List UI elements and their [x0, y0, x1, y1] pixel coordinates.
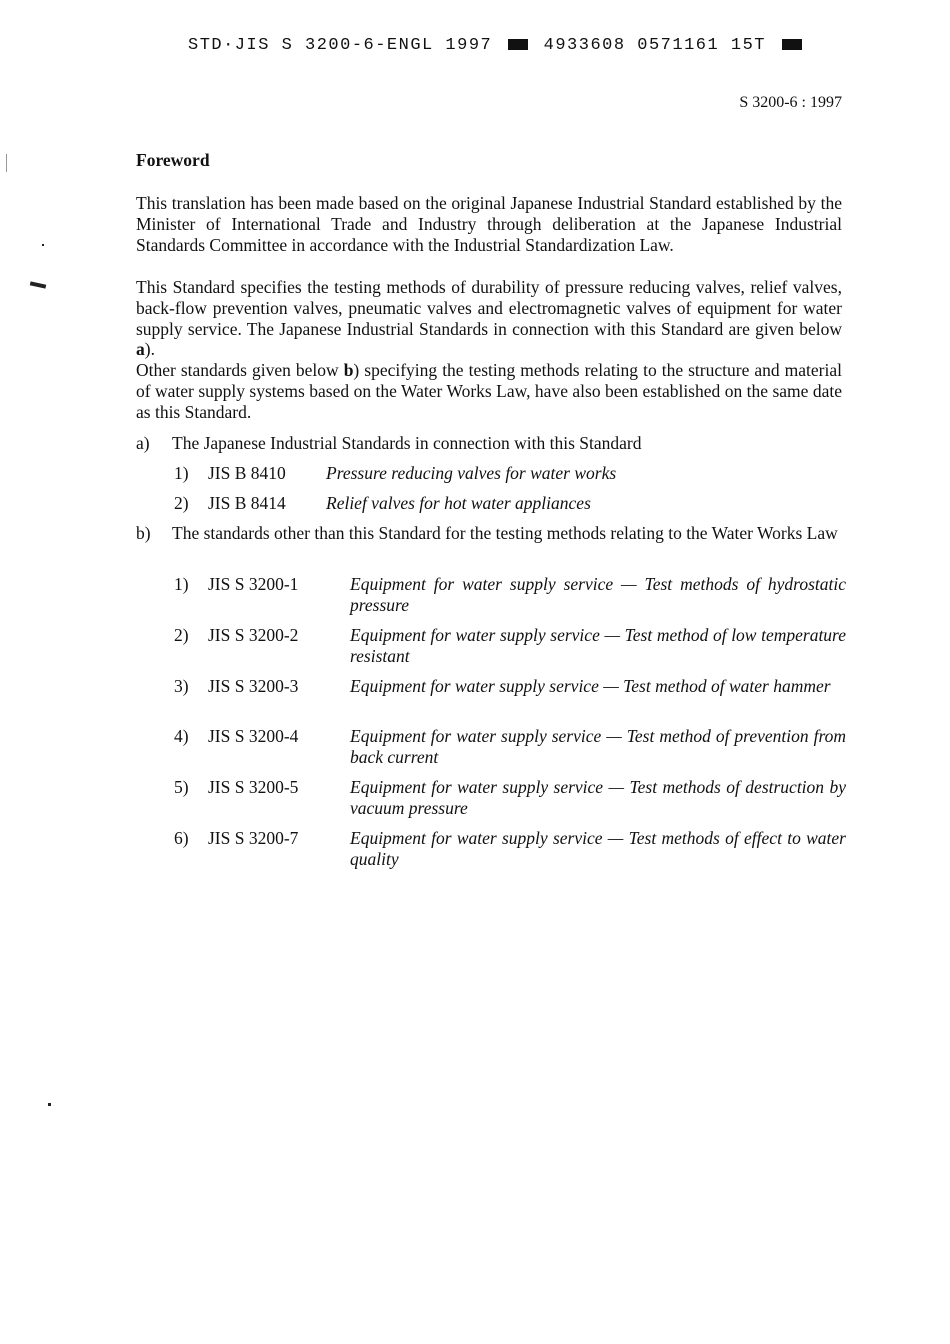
paragraph-2: [136, 277, 842, 360]
list-text: The standards other than this Standard for the testing methods relating to the Water Works Law: [172, 523, 838, 543]
item-title: Relief valves for hot water appliances: [326, 493, 591, 513]
item-number: 2): [174, 625, 189, 645]
paragraph-3: [136, 360, 842, 422]
list-text: The Japanese Industrial Standards in connection with this Standard: [172, 433, 642, 453]
item-title: Equipment for water supply service — Test methods of destruction by vacuum pressure: [350, 777, 846, 818]
item-title: Equipment for water supply service — Test methods of effect to water quality: [350, 828, 846, 869]
item-number: 6): [174, 828, 189, 848]
item-code: JIS S 3200-2: [208, 625, 299, 645]
item-code: JIS S 3200-7: [208, 828, 299, 848]
paragraph-2-text: This Standard specifies the testing methods of durability of pressure reducing valves, relief valves, back-flow prevention valves, pneumatic valves and electromagnetic valves of equipment for water supply service. The Japanese Industrial Standards in connection with this Standard are given below: [136, 277, 842, 339]
item-number: 1): [174, 463, 189, 483]
item-number: 5): [174, 777, 189, 797]
page-header: [188, 36, 808, 55]
item-number: 2): [174, 493, 189, 513]
paragraph-3-text: Other standards given below: [136, 360, 344, 380]
item-title: Equipment for water supply service — Test method of water hammer: [350, 676, 831, 696]
item-code: JIS S 3200-5: [208, 777, 299, 797]
paragraph-1: This translation has been made based on the original Japanese Industrial Standard established by the Minister of International Trade and Industry through deliberation at the Japanese Industrial Standards Committee in accordance with the Industrial Standardization Law.: [136, 193, 842, 255]
scan-artifact-line: [6, 154, 7, 172]
paragraph-2-end: ).: [144, 339, 155, 360]
paragraph-3-ref: b: [343, 360, 354, 380]
item-code: JIS S 3200-3: [208, 676, 299, 696]
item-title: Equipment for water supply service — Test method of low temperature resistant: [350, 625, 846, 666]
scan-artifact-dot: [42, 244, 44, 246]
paragraph-3-end: ) specifying the testing methods relating to the structure and material of water supply systems based on the Water Works Law, have also been established on the same date as this Standard.: [136, 360, 842, 422]
item-code: JIS S 3200-1: [208, 574, 299, 594]
paragraph-2-ref: a: [136, 339, 145, 360]
item-code: JIS B 8414: [208, 493, 286, 513]
item-number: 1): [174, 574, 189, 594]
document-id: S 3200-6 : 1997: [739, 94, 842, 111]
list-label: a): [136, 433, 150, 453]
section-title: Foreword: [136, 150, 210, 170]
scan-artifact-dot: [48, 1103, 51, 1106]
header-middle-text: 4933608 0571161 15T: [543, 36, 766, 55]
black-bar-mark: [782, 39, 802, 50]
item-code: JIS S 3200-4: [208, 726, 299, 746]
header-left-text: STD·JIS S 3200-6-ENGL 1997: [188, 36, 493, 55]
item-title: Equipment for water supply service — Test method of prevention from back current: [350, 726, 846, 767]
list-label: b): [136, 523, 151, 543]
scan-artifact-mark: [30, 281, 46, 288]
black-bar-mark: [508, 39, 528, 50]
item-number: 4): [174, 726, 189, 746]
item-number: 3): [174, 676, 189, 696]
item-title: Pressure reducing valves for water works: [326, 463, 617, 483]
item-title: Equipment for water supply service — Test methods of hydrostatic pressure: [350, 574, 846, 615]
item-code: JIS B 8410: [208, 463, 286, 483]
